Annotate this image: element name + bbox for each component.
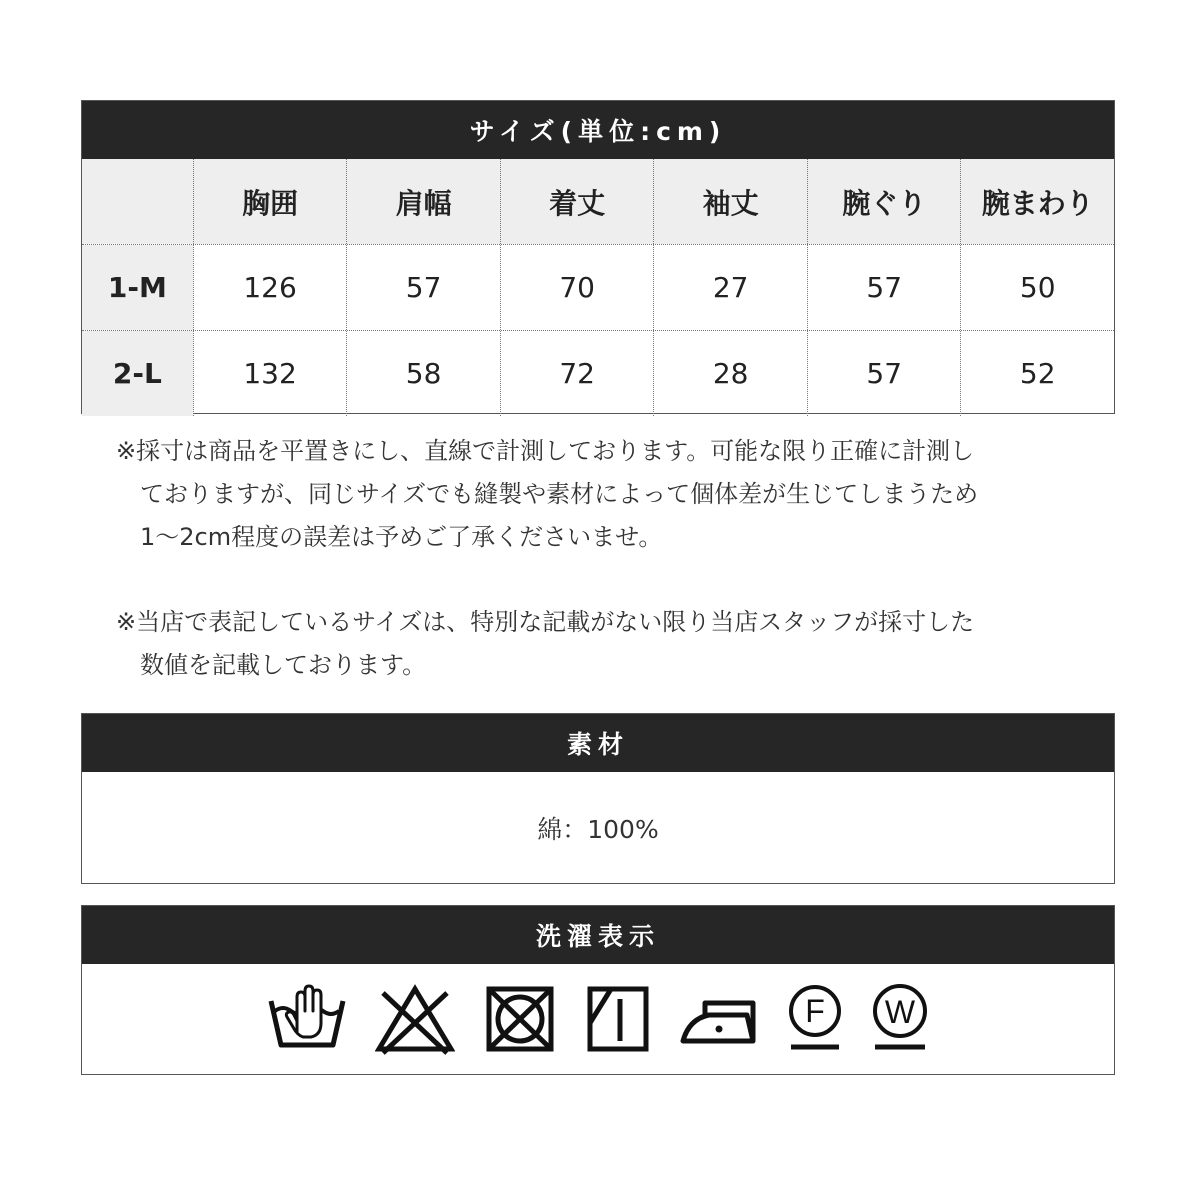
table-cell: 57 — [807, 331, 961, 416]
laundry-title: 洗濯表示 — [82, 906, 1114, 964]
material-title: 素材 — [82, 714, 1114, 772]
corner-cell — [82, 159, 193, 244]
table-row — [82, 330, 1114, 416]
laundry-section — [81, 905, 1115, 1075]
note-line: ※採寸は商品を平置きにし、直線で計測しております。可能な限り正確に計測し — [116, 437, 975, 465]
table-cell: 28 — [653, 331, 807, 416]
wet-clean-w-icon — [871, 983, 929, 1055]
table-cell: 57 — [807, 245, 961, 330]
note-line: ※当店で表記しているサイズは、特別な記載がない限り当店スタッフが採寸した — [116, 608, 975, 636]
dry-clean-letter: F — [805, 993, 825, 1029]
column-header-arm-circumference: 腕まわり — [960, 159, 1114, 244]
material-section — [81, 713, 1115, 884]
line-dry-shade-icon — [585, 983, 651, 1055]
wet-clean-letter: W — [884, 994, 916, 1030]
column-header-sleeve: 袖丈 — [653, 159, 807, 244]
note-line: 1～2cm程度の誤差は予めご了承くださいませ。 — [140, 523, 663, 551]
table-cell: 72 — [500, 331, 654, 416]
column-header-armhole: 腕ぐり — [807, 159, 961, 244]
table-row — [82, 244, 1114, 330]
note-line: ておりますが、同じサイズでも縫製や素材によって個体差が生じてしまうため — [140, 480, 979, 508]
iron-low-icon — [679, 983, 759, 1055]
row-label: 2-L — [82, 331, 193, 416]
size-table-header-row — [82, 159, 1114, 244]
row-label: 1-M — [82, 245, 193, 330]
column-header-chest: 胸囲 — [193, 159, 347, 244]
table-cell: 52 — [960, 331, 1114, 416]
table-cell: 70 — [500, 245, 654, 330]
table-cell: 27 — [653, 245, 807, 330]
column-header-length: 着丈 — [500, 159, 654, 244]
table-cell: 58 — [346, 331, 500, 416]
table-cell: 50 — [960, 245, 1114, 330]
table-cell: 132 — [193, 331, 347, 416]
no-bleach-icon — [375, 983, 455, 1055]
table-cell: 126 — [193, 245, 347, 330]
material-value: 綿：100% — [537, 814, 659, 844]
size-notation-note — [116, 601, 1096, 687]
note-line: 数値を記載しております。 — [140, 651, 427, 679]
column-header-shoulder: 肩幅 — [346, 159, 500, 244]
size-table-title: サイズ(単位:cm) — [82, 101, 1114, 159]
table-cell: 57 — [346, 245, 500, 330]
laundry-icons — [82, 964, 1114, 1074]
no-tumble-dry-icon — [483, 983, 557, 1055]
dry-clean-f-icon — [787, 983, 843, 1055]
hand-wash-icon — [267, 983, 347, 1055]
size-table — [81, 100, 1115, 414]
measurement-note — [116, 430, 1096, 559]
